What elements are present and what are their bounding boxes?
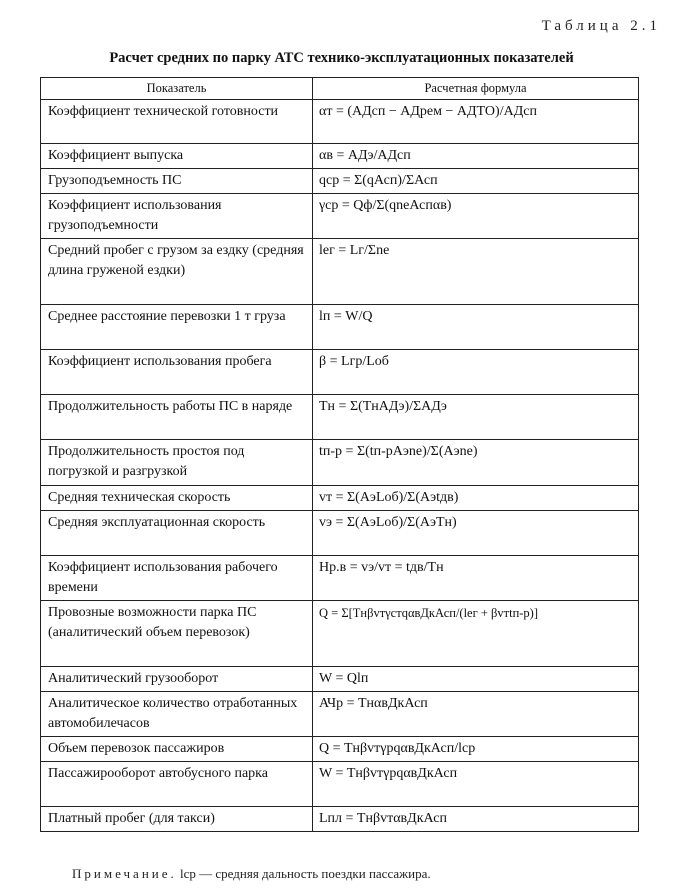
indicator-cell: Аналитический грузооборот bbox=[41, 667, 313, 692]
table-note bbox=[72, 866, 431, 882]
indicator-cell: Грузоподъемность ПС bbox=[41, 169, 313, 194]
indicator-cell: Коэффициент использования рабочего времени bbox=[41, 556, 313, 601]
table-row bbox=[41, 169, 639, 194]
note-text: lср — средняя дальность поездки пассажира. bbox=[180, 866, 431, 881]
indicator-cell: Пассажирооборот автобусного парка bbox=[41, 762, 313, 807]
table-row bbox=[41, 486, 639, 511]
formula-cell: АЧр = ТнαвДкАсп bbox=[313, 692, 639, 737]
indicator-cell: Коэффициент технической готовности bbox=[41, 100, 313, 144]
table-row bbox=[41, 511, 639, 556]
formula-cell: αт = (АДсп − АДрем − АДТО)/АДсп bbox=[313, 100, 639, 144]
formula-cell: vт = Σ(АэLоб)/Σ(Аэtдв) bbox=[313, 486, 639, 511]
formula-cell: W = Qlп bbox=[313, 667, 639, 692]
indicator-cell: Средняя эксплуатационная скорость bbox=[41, 511, 313, 556]
table-row bbox=[41, 305, 639, 350]
table-row bbox=[41, 556, 639, 601]
formula-cell: Нр.в = vэ/vт = tдв/Тн bbox=[313, 556, 639, 601]
formula-cell: W = ТнβvтγрqαвДкАсп bbox=[313, 762, 639, 807]
table-row bbox=[41, 350, 639, 395]
formula-cell: qср = Σ(qАсп)/ΣАсп bbox=[313, 169, 639, 194]
indicator-cell: Средняя техническая скорость bbox=[41, 486, 313, 511]
formula-cell: Lпл = ТнβvтαвДкАсп bbox=[313, 807, 639, 832]
formula-cell: Q = Σ[ТнβvтγстqαвДкАсп/(lег + βvтtп-р)] bbox=[313, 601, 639, 667]
table-row bbox=[41, 762, 639, 807]
indicator-cell: Среднее расстояние перевозки 1 т груза bbox=[41, 305, 313, 350]
formula-cell: γср = Qф/Σ(qnеАспαв) bbox=[313, 194, 639, 239]
formula-cell: Q = ТнβvтγрqαвДкАсп/lср bbox=[313, 737, 639, 762]
header-row bbox=[41, 78, 639, 100]
header-formula: Расчетная формула bbox=[313, 78, 639, 100]
indicator-cell: Объем перевозок пассажиров bbox=[41, 737, 313, 762]
table-row bbox=[41, 667, 639, 692]
table-row bbox=[41, 692, 639, 737]
formula-cell: lп = W/Q bbox=[313, 305, 639, 350]
table-row bbox=[41, 395, 639, 440]
table-row bbox=[41, 807, 639, 832]
table-row bbox=[41, 737, 639, 762]
indicator-cell: Коэффициент использования пробега bbox=[41, 350, 313, 395]
table-row bbox=[41, 144, 639, 169]
header-indicator: Показатель bbox=[41, 78, 313, 100]
note-label: Примечание. bbox=[72, 866, 177, 881]
table-caption: Таблица 2.1 bbox=[541, 18, 661, 34]
formula-cell: β = Lгр/Lоб bbox=[313, 350, 639, 395]
formula-cell: αв = АДэ/АДсп bbox=[313, 144, 639, 169]
formula-cell: vэ = Σ(АэLоб)/Σ(АэТн) bbox=[313, 511, 639, 556]
indicator-cell: Коэффициент выпуска bbox=[41, 144, 313, 169]
formula-cell: Тн = Σ(ТнАДэ)/ΣАДэ bbox=[313, 395, 639, 440]
table-row bbox=[41, 100, 639, 144]
table-row bbox=[41, 194, 639, 239]
table-row bbox=[41, 440, 639, 486]
indicators-table bbox=[40, 77, 639, 832]
indicator-cell: Средний пробег с грузом за ездку (средняя длина груженой ездки) bbox=[41, 239, 313, 305]
indicator-cell: Коэффициент использования грузоподъемности bbox=[41, 194, 313, 239]
indicator-cell: Платный пробег (для такси) bbox=[41, 807, 313, 832]
formula-cell: lег = Lг/Σnе bbox=[313, 239, 639, 305]
indicator-cell: Провозные возможности парка ПС (аналитический объем перевозок) bbox=[41, 601, 313, 667]
formula-cell: tп-р = Σ(tп-рАэnе)/Σ(Аэnе) bbox=[313, 440, 639, 486]
table-row bbox=[41, 239, 639, 305]
table-row bbox=[41, 601, 639, 667]
table-title: Расчет средних по парку АТС технико-эксплуатационных показателей bbox=[109, 50, 574, 66]
indicator-cell: Аналитическое количество отработанных автомобилечасов bbox=[41, 692, 313, 737]
indicator-cell: Продолжительность работы ПС в наряде bbox=[41, 395, 313, 440]
indicator-cell: Продолжительность простоя под погрузкой и разгрузкой bbox=[41, 440, 313, 486]
